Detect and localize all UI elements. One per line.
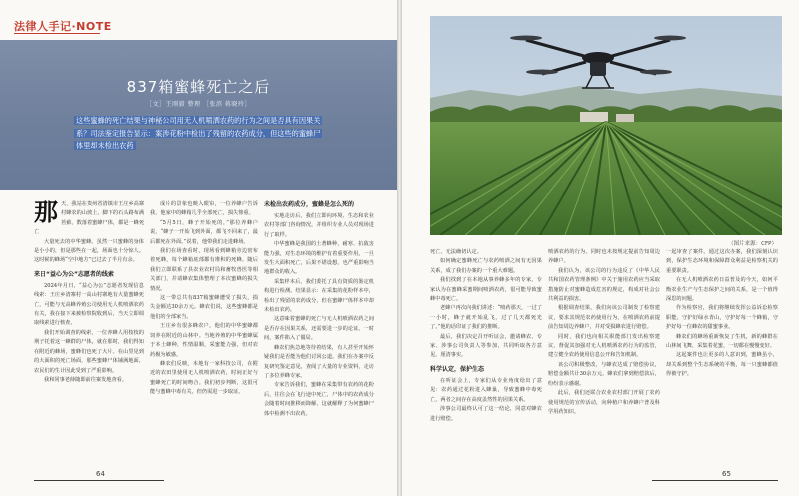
subheading: 来日“益心为公”志愿者的线索 [34, 270, 114, 278]
article-title: 837箱蜜蜂死亡之后 [126, 78, 271, 96]
article-intro-text: 这些蜜蜂的死亡结果与神秘公司用无人机喷洒农药的行为之间是否具有因果关系？司法鉴定报告显示：案涉花粉中检出了残留的农药成分，但这些的蜜蜂尸体里却未检出农药 [76, 116, 321, 150]
right-page [402, 0, 799, 496]
header-rule [14, 33, 100, 34]
page-number: 65 [722, 470, 731, 478]
body-paragraph: 专家告诉我们，蜜蜂在采集带有农药的花粉后，往往会在飞行途中死亡，尸体中的农药成分会随着时间推移而降解，这就解释了为何蜜蜂尸体中检测不出农药。 [264, 382, 374, 417]
body-paragraph: 大量死去的中华蜜蜂。虽然一只蜜蜂的身体是小小的，但是那些在一起，场面也十分惊人。这时候的蜂场“空中地方”已过去了半月有余。 [34, 238, 144, 264]
body-paragraph: 作为检察官，我们将继续发挥公益诉讼检察职能，守护好绿水青山，守护好每一个蜂箱，守护好每一位蜂农的甜蜜事业。 [666, 305, 778, 331]
left-page [0, 0, 397, 496]
body-paragraph: 老蜂户再次向我们讲述：“喷药那天，一过了一小时，蜂子就开始乱飞，过了几天都死光了。”他的话印证了我们的推断。 [430, 305, 542, 331]
right-column-2 [548, 248, 660, 462]
article-intro [74, 115, 326, 153]
body-paragraph: 这一带总共有837箱蜜蜂遭受了损失，损失金额达30余万元。蜂农们说，这些蜜蜂都是他们的全部家当。 [150, 295, 258, 320]
right-column-1 [430, 248, 542, 462]
section-header: 法律人手记·NOTE [14, 20, 112, 33]
body-paragraph: 这起案件也让更多的人意识到，蜜蜂虽小，却关系到整个生态系统的平衡，每一只蜜蜂都值得被守护。 [666, 352, 778, 378]
body-paragraph: 在无人机喷洒农药日益普及的今天，如何平衡农业生产与生态保护之间的关系，是一个值得深思的问题。 [666, 277, 778, 303]
body-paragraph: 同时，我们也向相关职能部门发出检察建议，督促其加强对无人机喷洒农药行为的监管，建立健全农药使用信息公开和告知机制。 [548, 333, 660, 359]
folio-rule [34, 480, 164, 481]
hero-panel [0, 40, 397, 190]
body-paragraph: 在听证会上，专家们从专业角度给出了意见：农药通过花粉进入蜂巢，导致蜜蜂中毒死亡，两者之间存在高度盖然性的因果关系。 [430, 377, 542, 403]
lead-paragraph: 天，我站在贵州省清镇市王庄乡高寨村蜂农的山坡上，脚下的石头路布满苔藓，数落着蜜蜂尸体，都是一蜂死亡 [34, 201, 144, 236]
body-paragraph: 这意味着蜜蜂的死亡与无人机喷洒农药之间是否存在因果关系，还需要进一步的论证。一时间，案件陷入了僵局。 [264, 316, 374, 342]
photo-illustration [430, 16, 782, 235]
subheading: 科学认定，保护生态 [430, 365, 485, 373]
left-column-3 [264, 200, 374, 462]
body-paragraph: 一起审查了案件。通过这次办案，我们深刻认识到，保护生态环境和保障群众利益是检察机关的重要职责。 [666, 249, 778, 274]
subheading: 未检出农药成分，蜜蜂是怎么死的 [264, 201, 355, 208]
body-paragraph: 最后，我们决定召开听证会，邀请蜂农、专家、涉事公司负责人等参加，共同听取各方意见，厘清事实。 [430, 333, 542, 359]
body-paragraph: 成片的景象也映入眼帘，一位养蜂户告诉我，他家中的蜂箱几乎全部死亡，损失惨重。 [150, 201, 258, 217]
body-paragraph: 此后，我们还联合农业农村部门开展了农药使用规范的宣传活动，向种植户和养蜂户普及科学用药知识。 [548, 390, 660, 415]
left-column-2 [150, 200, 258, 462]
drone-over-tea-field-photo [430, 16, 782, 235]
first-paragraph [34, 200, 144, 238]
body-paragraph: 涉事公司最终认可了这一结论，同意对蜂农进行赔偿。 [430, 406, 542, 422]
dropcap: 那 [34, 200, 58, 226]
body-paragraph: 我们在场查看时，现场看到蜂箱旁边密布着死蜂，每个蜂箱底部都有堆积的死蜂。随后我们立即联系了县农业农村局和畜牧兽医等相关部门，并请蜂农集体整理了本次蜜蜂的损失情况。 [150, 248, 258, 292]
body-paragraph: 我们认为，该公司的行为违反了《中华人民共和国农药管理条例》中关于施用农药应当采取措施防止对蜜蜂造成危害的规定，构成对社会公共利益的损害。 [548, 267, 660, 303]
article-credit: ［文］王刚毅 整理 ［张滨 蒋晓玲］ [146, 101, 251, 108]
body-paragraph: 采集样本后，我们委托了具有资质的鉴定机构进行检测。结果显示：在采集的花粉样本中，检出了残留的农药成分，但在蜜蜂尸体样本中却未检出农药。 [264, 278, 374, 314]
left-column-1 [34, 200, 144, 462]
page-number: 64 [96, 470, 105, 478]
body-paragraph: 死亡，无法确切认定。 [430, 249, 482, 255]
body-paragraph: 我们开始调查的线索，一位养蜂人用枝枝的荆子托着这一蜂群的尸体，就在那时，我们得知在附近的蜂场，蜜蜂们也死了大片。在山里见到的大面积的死亡场面，那些蜜蜂尸体铺满地面，农民们的生计因此受到了严重影响。 [34, 329, 144, 374]
body-paragraph: 蜂农们的蜂场重新恢复了生机，新的蜂群在山林间飞舞，采集着花蜜，一切都在慢慢变好。 [666, 333, 778, 350]
body-paragraph: 喷洒农药的行为，同时也未按规定提前告知周边养蜂户。 [548, 249, 660, 265]
body-paragraph: 根据调查结果，我们向该公司制发了检察建议，要求其规范农药使用行为，在喷洒农药前提前告知周边养蜂户，并对受损蜂农进行赔偿。 [548, 305, 660, 331]
folio-rule [652, 480, 778, 481]
right-column-3 [666, 248, 778, 462]
body-paragraph: “5月5日，蜂子开始死的，”那位养蜂户说，“蜂子一开始飞到外面，都飞不回来了，最后都死在外面。”说着，他带我们走进蜂场。 [150, 219, 258, 245]
body-paragraph: 2024年月日，“益心为公”志愿者发现信息线索：王庄乡清寨村一高山村寨地有大量蜜蜂死亡，可能与无高蜂养殖公司使用无人机喷洒农药有关，我在接下来被检察院收到后，当天立即调取线索进行核查。 [34, 282, 144, 327]
body-paragraph: 王庄乡有很多蜂农户，他们的中华蜜蜂都饲养在附近的山林中。当地养殖的中华蜜蜂属于本土蜂种，性情温顺，采蜜能力强，但对农药极为敏感。 [150, 323, 258, 358]
body-paragraph: 如何确定蜜蜂死亡与农药喷洒之间有无因果关系，成了我们办案的一个重大难题。 [430, 258, 542, 274]
body-paragraph: 我们找到了在本地从事养蜂多年的专家，专家认为在蜜蜂采蜜期间喷洒农药，很可能导致蜜蜂中毒死亡。 [430, 277, 542, 303]
body-paragraph: 实地走访后，我们立即向环境、生态和农业农村等部门咨询情况，并组织专业人员对现场进行了取样。 [264, 213, 374, 238]
body-paragraph: 蜂农们焦急地等待着结果，有人甚至开始怀疑我们是否能为他们讨回公道。我们在办案中反复研究鉴定意见，查阅了大量的专业资料，走访了多位养蜂专家。 [264, 344, 374, 379]
body-paragraph: 我和同事老薛随即前往案发地查看。 [44, 376, 128, 383]
body-paragraph: 该公司积极整改，与蜂农达成了赔偿协议，赔偿金额共计30余万元。蜂农们拿到赔偿款后，纷纷表示感谢。 [548, 361, 660, 387]
body-paragraph: 蜂农们反映，本地有一家科技公司，在附近的农田里使用无人机喷洒农药，时间正好与蜜蜂死亡的时间吻合。我们初步判断，这很可能与蜜蜂中毒有关，但仍需进一步取证。 [150, 360, 258, 396]
photo-credit: （图片来源：CFP） [728, 241, 777, 247]
body-paragraph: 中华蜜蜂是我国的土著蜂种，耐寒、抗敌害能力强，对生态环境的维护有着重要作用。一旦发生大面积死亡，后果不堪设想，也严重影响当地群众的收入。 [264, 241, 374, 276]
